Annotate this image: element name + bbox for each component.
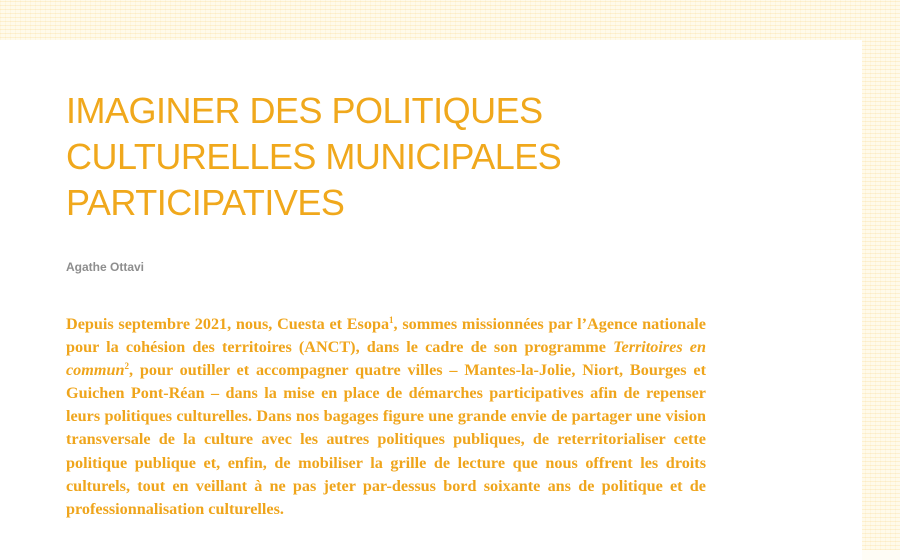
intro-text-1: Depuis septembre 2021, nous, Cuesta et Esopa bbox=[66, 315, 390, 333]
program-name: Territoires en commun bbox=[66, 338, 706, 380]
article-title: IMAGINER DES POLITIQUES CULTURELLES MUNICIPALES PARTICIPATIVES bbox=[66, 90, 562, 223]
author-name: Agathe Ottavi bbox=[66, 260, 145, 274]
intro-text-3: , pour outiller et accompagner quatre villes – Mantes-la-Jolie, Niort, Bourges et Guichen Pont-Réan – dans la mise en place de démarches participatives afin de repenser leurs politiques culturelles. Dans nos bagages figure une grande envie de partager une vision transversale de la culture avec les autres politiques publiques, de reterritorialiser cette politique publique et, enfin, de mobiliser la grille de lecture que nous offrent les droits culturels, tout en veillant à ne pas jeter par-dessus bord soixante ans de politique et de professionnalisation culturelles. bbox=[66, 361, 706, 518]
intro-paragraph bbox=[66, 313, 706, 521]
footnote-ref-1[interactable]: 1 bbox=[389, 315, 394, 325]
footnote-ref-2[interactable]: 2 bbox=[124, 361, 129, 372]
intro-text-2: , sommes missionnées par l’Agence nationale pour la cohésion des territoires (ANCT), dans le cadre de son programme bbox=[66, 315, 706, 357]
